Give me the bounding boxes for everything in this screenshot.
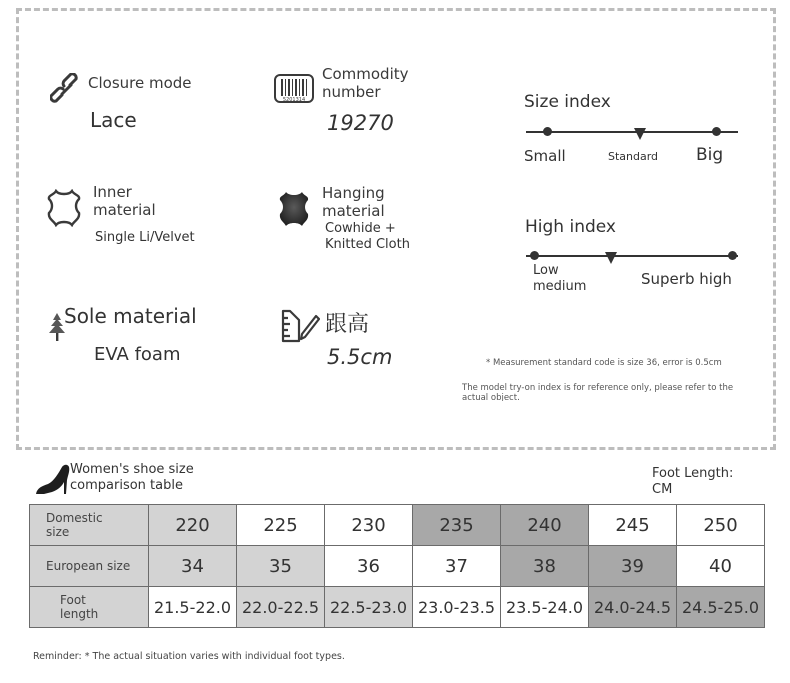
table-cell: 21.5-22.0 bbox=[149, 587, 237, 628]
table-cell: 23.5-24.0 bbox=[501, 587, 589, 628]
sole-material-value: EVA foam bbox=[94, 344, 181, 365]
high-index-track bbox=[526, 255, 738, 257]
leather-filled-icon bbox=[278, 190, 310, 228]
closure-mode-value: Lace bbox=[90, 108, 137, 132]
size-comparison-table bbox=[29, 504, 765, 628]
row-header bbox=[30, 546, 149, 587]
commodity-label-line2: number bbox=[322, 83, 381, 101]
table-title-line1: Women's shoe size bbox=[70, 462, 194, 477]
table-cell: 23.0-23.5 bbox=[413, 587, 501, 628]
size-index-big: Big bbox=[696, 145, 724, 165]
row-header-line1: Domestic bbox=[46, 511, 103, 525]
table-cell: 22.5-23.0 bbox=[325, 587, 413, 628]
high-heel-icon bbox=[34, 462, 72, 496]
table-cell: 24.0-24.5 bbox=[589, 587, 677, 628]
commodity-label-line1: Commodity bbox=[322, 65, 409, 83]
hanging-material-value-line2: Knitted Cloth bbox=[325, 237, 410, 252]
high-index-marker bbox=[605, 252, 617, 264]
size-index-title: Size index bbox=[524, 92, 611, 112]
table-cell: 34 bbox=[149, 546, 237, 587]
table-cell: 38 bbox=[501, 546, 589, 587]
inner-material-label-line2: material bbox=[93, 201, 156, 219]
table-cell: 39 bbox=[589, 546, 677, 587]
high-index-dot-left bbox=[530, 251, 539, 260]
table-cell: 230 bbox=[325, 505, 413, 546]
table-row bbox=[30, 546, 765, 587]
table-cell: 36 bbox=[325, 546, 413, 587]
chain-link-icon bbox=[50, 73, 82, 107]
sole-material-label: Sole material bbox=[64, 304, 197, 328]
high-index-title: High index bbox=[525, 217, 616, 237]
table-title-line2: comparison table bbox=[70, 478, 183, 493]
row-header bbox=[30, 505, 149, 546]
reminder-note: Reminder: * The actual situation varies with individual foot types. bbox=[33, 651, 345, 662]
size-index-small: Small bbox=[524, 147, 566, 165]
svg-text:5201314: 5201314 bbox=[282, 97, 306, 103]
table-cell: 40 bbox=[677, 546, 765, 587]
table-cell: 24.5-25.0 bbox=[677, 587, 765, 628]
size-index-dot-left bbox=[543, 127, 552, 136]
tryon-note: The model try-on index is for reference only, please refer to the actual object. bbox=[462, 383, 734, 401]
measurement-note: * Measurement standard code is size 36, error is 0.5cm bbox=[486, 358, 722, 368]
table-cell: 225 bbox=[237, 505, 325, 546]
heel-height-label: 跟高 bbox=[325, 312, 370, 337]
high-index-low-line2: medium bbox=[533, 279, 587, 294]
hanging-material-label-line1: Hanging bbox=[322, 184, 385, 202]
table-cell: 37 bbox=[413, 546, 501, 587]
foot-length-unit-line2: CM bbox=[652, 482, 673, 497]
row-header-line2: length bbox=[60, 607, 99, 621]
row-header-line2: size bbox=[46, 525, 70, 539]
high-index-dot-right bbox=[728, 251, 737, 260]
foot-length-unit-line1: Foot Length: bbox=[652, 466, 734, 481]
closure-mode-label: Closure mode bbox=[88, 74, 192, 92]
table-cell: 35 bbox=[237, 546, 325, 587]
table-row bbox=[30, 505, 765, 546]
hanging-material-value-line1: Cowhide + bbox=[325, 221, 396, 236]
inner-material-value: Single Li/Velvet bbox=[95, 230, 195, 245]
table-cell: 245 bbox=[589, 505, 677, 546]
high-index-superb-high: Superb high bbox=[641, 270, 732, 288]
size-index-track bbox=[526, 131, 738, 133]
high-index-low-line1: Low bbox=[533, 263, 559, 278]
inner-material-label-line1: Inner bbox=[93, 183, 132, 201]
ruler-pencil-icon bbox=[280, 308, 320, 344]
hanging-material-label-line2: material bbox=[322, 202, 385, 220]
table-cell: 250 bbox=[677, 505, 765, 546]
barcode-icon bbox=[274, 74, 314, 106]
commodity-number-value: 19270 bbox=[327, 111, 394, 135]
table-cell: 220 bbox=[149, 505, 237, 546]
leather-outline-icon bbox=[47, 189, 81, 227]
table-cell: 235 bbox=[413, 505, 501, 546]
table-row bbox=[30, 587, 765, 628]
row-header-line1: Foot bbox=[60, 593, 86, 607]
size-index-standard: Standard bbox=[608, 150, 659, 163]
heel-height-value: 5.5cm bbox=[327, 345, 393, 369]
row-header-line1: European size bbox=[46, 559, 131, 573]
size-index-marker bbox=[634, 128, 646, 140]
size-index-dot-right bbox=[712, 127, 721, 136]
row-header bbox=[30, 587, 149, 628]
table-cell: 240 bbox=[501, 505, 589, 546]
table-cell: 22.0-22.5 bbox=[237, 587, 325, 628]
